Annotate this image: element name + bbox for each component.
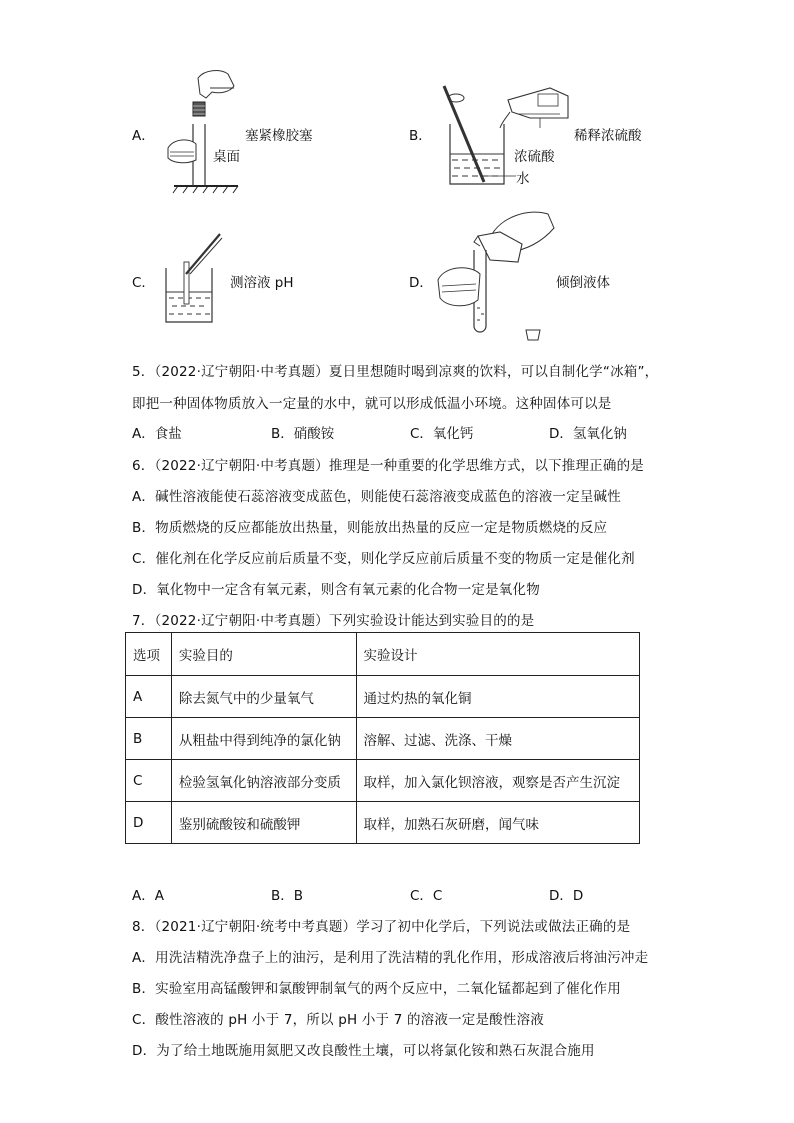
table-row <box>126 676 640 718</box>
q5-choice-b[interactable]: B．硝酸铵 <box>271 426 335 442</box>
table-header-purpose: 实验目的 <box>171 633 356 676</box>
q6-option-d[interactable]: D．氧化物中一定含有氧元素，则含有氧元素的化合物一定是氧化物 <box>132 582 540 598</box>
table-cell-option: A <box>126 676 172 718</box>
table-cell-purpose: 从粗盐中得到纯净的氯化钠 <box>171 718 356 760</box>
stopper-insertion-figure <box>160 68 240 198</box>
table-cell-purpose: 鉴别硫酸铵和硫酸钾 <box>171 802 356 844</box>
q7-choice-a[interactable]: A．A <box>132 888 164 904</box>
q7-choice-b[interactable]: B．B <box>271 888 304 904</box>
table-cell-design: 取样，加熟石灰研磨，闻气味 <box>356 802 640 844</box>
q6-stem: 6．（2022·辽宁朝阳·中考真题）推理是一种重要的化学思维方式，以下推理正确的是 <box>132 458 644 474</box>
q8-option-d[interactable]: D．为了给土地既施用氮肥又改良酸性土壤，可以将氯化铵和熟石灰混合施用 <box>132 1043 595 1059</box>
q8-stem: 8．（2021·辽宁朝阳·统考中考真题）学习了初中化学后，下列说法或做法正确的是 <box>132 919 631 935</box>
option-a-label-table: 桌面 <box>213 149 240 165</box>
option-a-label-stopper: 塞紧橡胶塞 <box>245 128 313 144</box>
q8-option-c[interactable]: C．酸性溶液的 pH 小于 7，所以 pH 小于 7 的溶液一定是酸性溶液 <box>132 1012 544 1028</box>
q5-stem-line-1: 5．（2022·辽宁朝阳·中考真题）夏日里想随时喝到凉爽的饮料，可以自制化学“冰箱”， <box>132 364 659 380</box>
q8-option-a[interactable]: A．用洗洁精洗净盘子上的油污，是利用了洗洁精的乳化作用，形成溶液后将油污冲走 <box>132 950 649 966</box>
option-d-letter: D． <box>409 275 433 291</box>
table-cell-design: 取样，加入氯化钡溶液，观察是否产生沉淀 <box>356 760 640 802</box>
pour-liquid-figure <box>430 208 560 344</box>
q5-choice-d[interactable]: D．氢氧化钠 <box>549 426 627 442</box>
table-cell-purpose: 除去氮气中的少量氧气 <box>171 676 356 718</box>
q7-stem: 7．（2022·辽宁朝阳·中考真题）下列实验设计能达到实验目的的是 <box>132 613 535 629</box>
q6-option-a[interactable]: A．碱性溶液能使石蕊溶液变成蓝色，则能使石蕊溶液变成蓝色的溶液一定呈碱性 <box>132 489 621 505</box>
table-header-option: 选项 <box>126 633 172 676</box>
measure-ph-figure <box>162 232 226 324</box>
option-a-letter: A． <box>132 128 155 144</box>
q7-choice-d[interactable]: D．D <box>549 888 584 904</box>
option-b-letter: B． <box>409 128 432 144</box>
q7-experiment-table <box>125 632 640 844</box>
q6-option-c[interactable]: C．催化剂在化学反应前后质量不变，则化学反应前后质量不变的物质一定是催化剂 <box>132 551 635 567</box>
option-d-label-pour: 倾倒液体 <box>556 275 610 291</box>
table-row <box>126 718 640 760</box>
table-cell-design: 溶解、过滤、洗涤、干燥 <box>356 718 640 760</box>
table-header-row <box>126 633 640 676</box>
q5-choice-c[interactable]: C．氧化钙 <box>410 426 474 442</box>
table-cell-option: C <box>126 760 172 802</box>
table-row <box>126 760 640 802</box>
table-cell-design: 通过灼热的氧化铜 <box>356 676 640 718</box>
q5-choice-a[interactable]: A．食盐 <box>132 426 182 442</box>
q8-option-b[interactable]: B．实验室用高锰酸钾和氯酸钾制氧气的两个反应中，二氧化锰都起到了催化作用 <box>132 981 621 997</box>
table-cell-purpose: 检验氢氧化钠溶液部分变质 <box>171 760 356 802</box>
q7-choice-c[interactable]: C．C <box>410 888 443 904</box>
option-b-label-acid: 浓硫酸 <box>514 149 555 165</box>
table-cell-option: D <box>126 802 172 844</box>
table-cell-option: B <box>126 718 172 760</box>
table-header-design: 实验设计 <box>356 633 640 676</box>
option-b-label-water: 水 <box>516 171 530 187</box>
dilute-sulfuric-acid-figure <box>440 84 570 190</box>
option-c-label-ph: 测溶液 pH <box>230 275 294 291</box>
option-c-letter: C． <box>132 275 155 291</box>
q6-option-b[interactable]: B．物质燃烧的反应都能放出热量，则能放出热量的反应一定是物质燃烧的反应 <box>132 520 608 536</box>
option-b-label-dilute: 稀释浓硫酸 <box>574 128 642 144</box>
q5-stem-line-2: 即把一种固体物质放入一定量的水中，就可以形成低温小环境。这种固体可以是 <box>132 396 612 412</box>
table-row <box>126 802 640 844</box>
